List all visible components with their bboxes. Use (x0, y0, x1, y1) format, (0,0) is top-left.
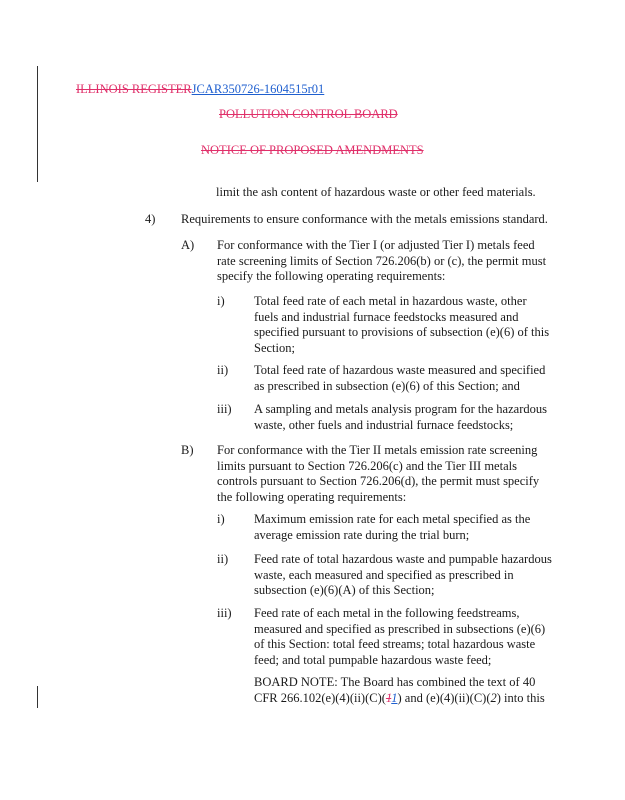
item-number: i) (217, 294, 225, 308)
text-line: as prescribed in subsection (e)(6) of this Section; and (254, 378, 520, 393)
item-number: iii) (217, 606, 232, 620)
text-segment: ) and (e)(4)(ii)(C)( (397, 690, 491, 705)
item-text (254, 294, 549, 356)
item-text (217, 238, 546, 285)
item-text (254, 606, 545, 668)
item-text (254, 512, 530, 543)
inserted-text: 1 (391, 690, 398, 705)
text-line: For conformance with the Tier I (or adjusted Tier I) metals feed (217, 238, 535, 252)
text-line: the following operating requirements: (217, 489, 407, 504)
register-struck-text: ILLINOIS REGISTER (76, 82, 192, 96)
item-text (254, 402, 547, 433)
text-line: average emission rate during the trial burn; (254, 527, 470, 542)
item-text (217, 443, 539, 505)
change-bar (37, 66, 38, 182)
text-line: of this Section: total feed streams; total hazardous waste (254, 637, 536, 651)
text-line: fuels and industrial furnace feedstocks measured and (254, 309, 519, 324)
item-text (254, 552, 552, 599)
text-line: A sampling and metals analysis program for the hazardous (254, 402, 547, 416)
text-line: controls pursuant to Section 726.206(d), the permit must specify (217, 474, 540, 488)
text-line: waste, other fuels and industrial furnace feedstocks; (254, 417, 514, 432)
text-line: subsection (e)(6)(A) of this Section; (254, 583, 435, 597)
text-line: Maximum emission rate for each metal specified as the (254, 512, 531, 526)
text-line: rate screening limits of Section 726.206(b) or (c), the permit must (217, 253, 547, 268)
register-header (76, 82, 324, 97)
italic-text: 2 (490, 690, 497, 705)
item-text (254, 363, 545, 394)
text-line: measured and specified as prescribed in subsections (e)(6) (254, 621, 546, 636)
text-line: Feed rate of each metal in the following feedstreams, (254, 606, 520, 620)
item-number: i) (217, 512, 225, 526)
notice-header: NOTICE OF PROPOSED AMENDMENTS (201, 143, 424, 157)
board-header: POLLUTION CONTROL BOARD (219, 107, 398, 121)
text-line: Section; (254, 340, 295, 355)
item-number: 4) (145, 212, 156, 226)
change-bar (37, 686, 38, 708)
text-line: Total feed rate of each metal in hazardous waste, other (254, 294, 527, 308)
item-number: ii) (217, 363, 229, 377)
text-line: For conformance with the Tier II metals emission rate screening (217, 443, 538, 457)
text-line: specify the following operating requirements: (217, 269, 446, 283)
text-line: limits pursuant to Section 726.206(c) and the Tier III metals (217, 458, 517, 473)
register-inserted-text: JCAR350726-1604515r01 (191, 82, 325, 96)
text-line: waste, each measured and specified as prescribed in (254, 567, 514, 582)
item-number: A) (181, 238, 195, 252)
struck-text: 1 (385, 690, 392, 705)
continuation-text: limit the ash content of hazardous waste or other feed materials. (216, 185, 536, 199)
text-line: Total feed rate of hazardous waste measured and specified (254, 363, 546, 377)
item-number: B) (181, 443, 194, 457)
text-line: specified pursuant to provisions of subsection (e)(6) of this (254, 325, 550, 339)
text-segment: CFR 266.102(e)(4)(ii)(C)( (254, 690, 386, 705)
text-line (254, 691, 545, 707)
text-line: BOARD NOTE: The Board has combined the text of 40 (254, 675, 536, 689)
item-number: iii) (217, 402, 232, 416)
item-text: Requirements to ensure conformance with the metals emissions standard. (181, 212, 548, 226)
text-line: Feed rate of total hazardous waste and pumpable hazardous (254, 552, 552, 566)
item-number: ii) (217, 552, 229, 566)
text-line: feed; and total pumpable hazardous waste feed; (254, 652, 492, 667)
text-segment: ) into this (496, 690, 545, 705)
board-note (254, 675, 545, 706)
